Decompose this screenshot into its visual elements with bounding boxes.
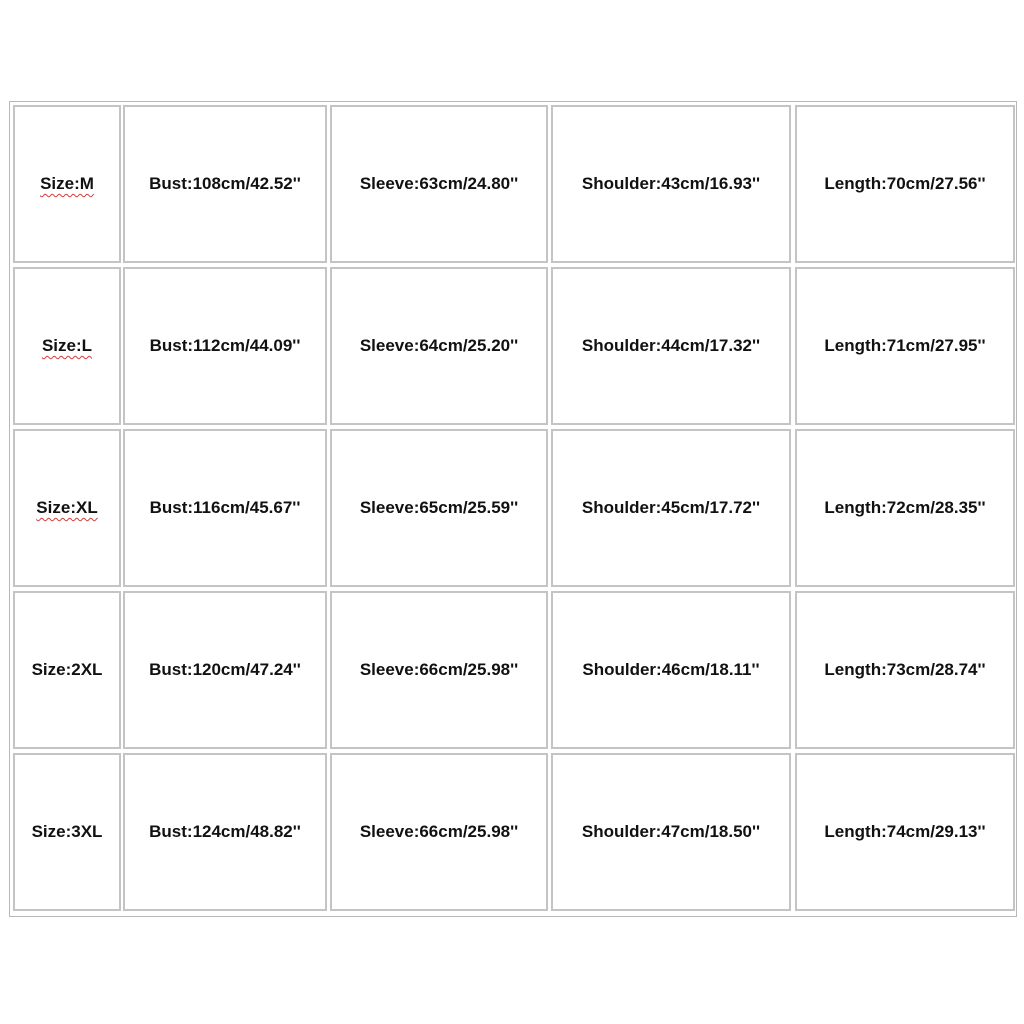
size-chart-table [9,101,1017,917]
table-cell-size [13,105,121,263]
table-cell-sleeve: Sleeve:65cm/25.59'' [330,429,548,587]
size-label: Size:XL [36,498,98,517]
table-cell-bust: Bust:116cm/45.67'' [123,429,327,587]
size-label: Size:3XL [31,822,103,841]
table-cell-sleeve: Sleeve:66cm/25.98'' [330,591,548,749]
table-cell-length: Length:74cm/29.13'' [795,753,1015,911]
table-cell-shoulder: Shoulder:47cm/18.50'' [551,753,791,911]
table-cell-length: Length:71cm/27.95'' [795,267,1015,425]
table-cell-sleeve: Sleeve:63cm/24.80'' [330,105,548,263]
table-cell-shoulder: Shoulder:44cm/17.32'' [551,267,791,425]
table-cell-size [13,591,121,749]
table-cell-bust: Bust:120cm/47.24'' [123,591,327,749]
table-cell-size [13,267,121,425]
table-cell-bust: Bust:112cm/44.09'' [123,267,327,425]
table-cell-sleeve: Sleeve:64cm/25.20'' [330,267,548,425]
table-cell-sleeve: Sleeve:66cm/25.98'' [330,753,548,911]
table-cell-shoulder: Shoulder:45cm/17.72'' [551,429,791,587]
table-cell-size [13,753,121,911]
table-cell-size [13,429,121,587]
size-label: Size:L [41,336,93,355]
table-cell-length: Length:73cm/28.74'' [795,591,1015,749]
table-cell-shoulder: Shoulder:43cm/16.93'' [551,105,791,263]
table-cell-bust: Bust:108cm/42.52'' [123,105,327,263]
size-label: Size:2XL [31,660,103,679]
table-cell-length: Length:72cm/28.35'' [795,429,1015,587]
table-cell-bust: Bust:124cm/48.82'' [123,753,327,911]
table-cell-shoulder: Shoulder:46cm/18.11'' [551,591,791,749]
table-cell-length: Length:70cm/27.56'' [795,105,1015,263]
size-label: Size:M [40,174,94,193]
